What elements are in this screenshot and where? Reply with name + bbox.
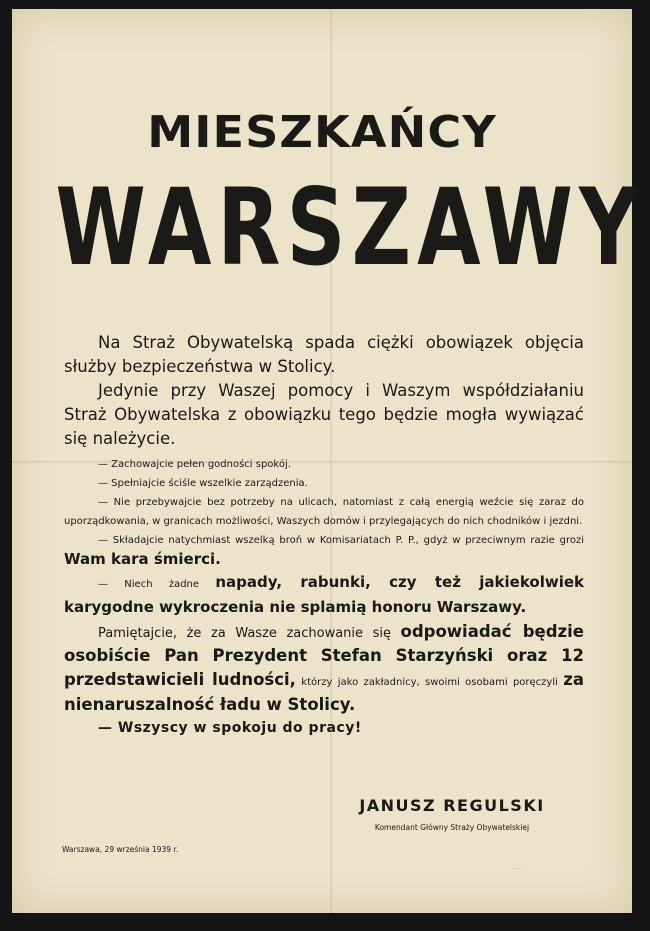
instruction-5-text: — Niech żadne [98, 579, 216, 590]
hostage-text-1: Pamiętajcie, że za Wasze zachowanie się [98, 626, 401, 641]
instruction-5-bold: napady, rabunki, czy też jakiekolwiek karygodne wykroczenia nie splamią honoru Warszawy. [64, 573, 584, 616]
instruction-5 [64, 571, 584, 621]
instruction-1: — Zachowajcie pełen godności spokój. [98, 459, 291, 470]
printer-imprint: ...... [512, 865, 523, 870]
death-penalty-warning: Wam kara śmierci. [64, 550, 221, 568]
poster-title-line2: WARSZAWY [55, 166, 645, 289]
instruction-3: — Nie przebywajcie bez potrzeby na ulicach, natomiast z całą energią weźcie się zaraz do uporządkowania, w granicach możliwości, Waszych domów i przylegających do nich chodników i jezdni. [64, 497, 584, 527]
instruction-2: — Spełniajcie ściśle wszelkie zarządzenia. [98, 478, 308, 489]
closing-line: — Wszyscy w spokoju do pracy! [98, 720, 362, 736]
signature-block [332, 796, 572, 832]
poster-sheet [12, 9, 645, 913]
poster-title-line1: MIESZKAŃCY [147, 107, 497, 158]
intro-paragraph-2: Jedynie przy Waszej pomocy i Waszym współdziałaniu Straż Obywatelska z obowiązku tego będzie mogła wywiązać się należycie. [64, 381, 584, 448]
instruction-4-text: — Składajcie natychmiast wszelką broń w Komisariatach P. P., gdyż w przeciwnym razie grozi [98, 535, 584, 546]
intro-paragraph-1: Na Straż Obywatelską spada ciężki obowiązek objęcia służby bezpieczeństwa w Stolicy. [64, 333, 584, 376]
hostage-text-2: którzy jako zakładnicy, swoimi osobami poręczyli [295, 677, 564, 688]
signature-role: Komendant Główny Straży Obywatelskiej [374, 823, 530, 832]
hostage-bold-1: odpowiadać będzie osobiście Pan Prezydent Stefan Starzyński oraz 12 przedstawicieli ludności, [64, 622, 584, 689]
signature-name: JANUSZ REGULSKI [359, 796, 545, 815]
instruction-4 [64, 531, 584, 571]
date-line: Warszawa, 29 września 1939 r. [62, 845, 179, 854]
hostage-bold-2: za nienaruszalność ładu w Stolicy. [64, 670, 584, 714]
poster-body [64, 331, 584, 739]
hostage-paragraph [64, 621, 584, 718]
